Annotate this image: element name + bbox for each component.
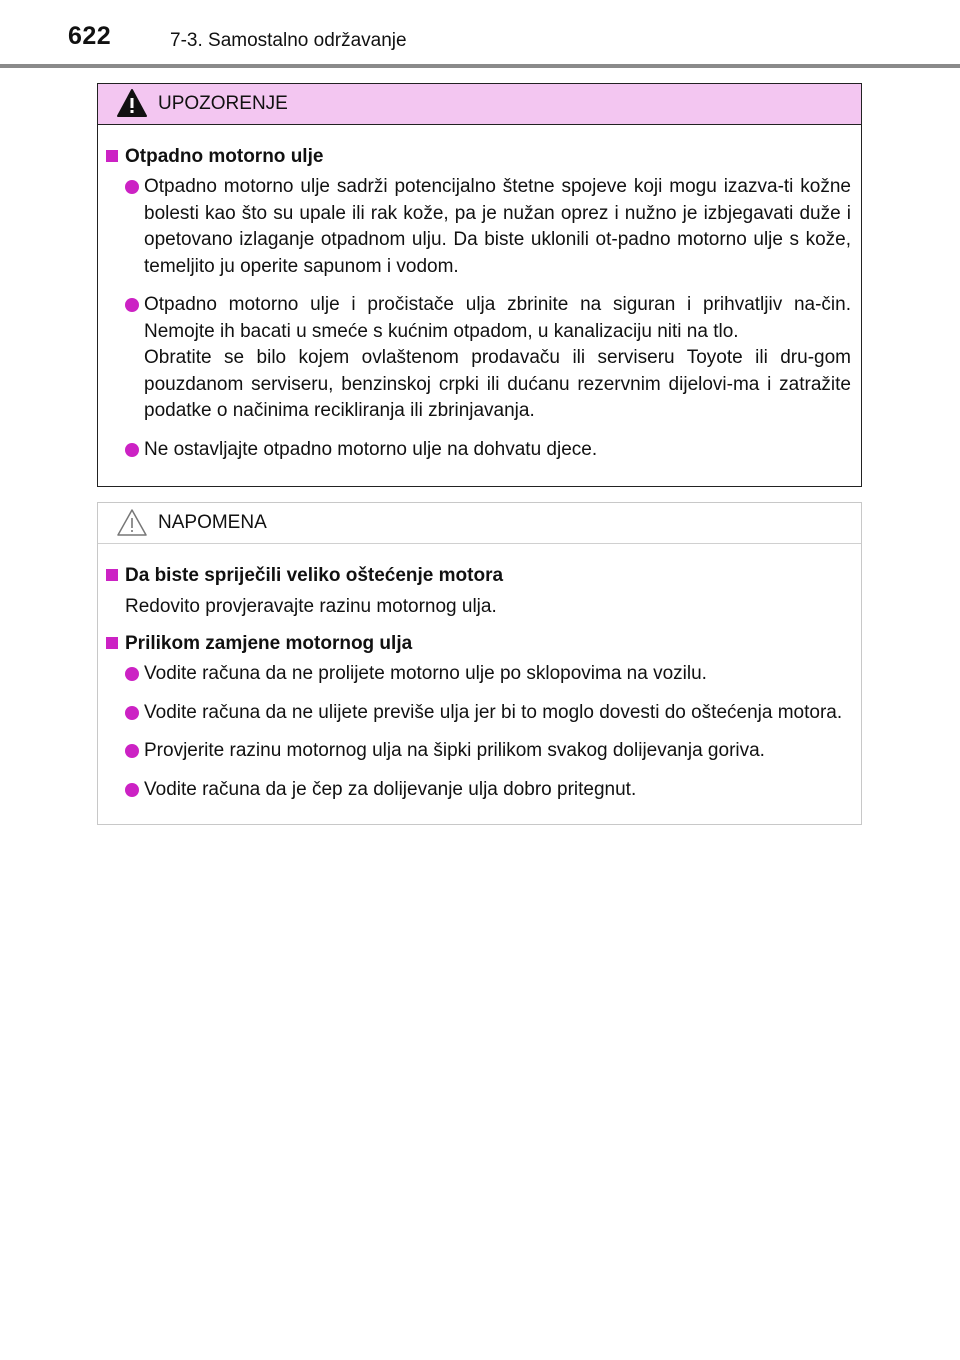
list-item xyxy=(106,174,853,280)
list-item xyxy=(106,437,853,464)
page-header xyxy=(0,0,960,68)
list-item-text: Vodite računa da je čep za dolijevanje ulja dobro pritegnut. xyxy=(144,778,637,800)
warning-box-header xyxy=(98,84,861,125)
square-bullet-icon xyxy=(106,150,118,162)
list-item-text: Provjerite razinu motornog ulja na šipki prilikom svakog dolijevanja goriva. xyxy=(144,740,765,761)
warning-heading xyxy=(106,143,853,170)
list-item-text: Otpadno motorno ulje i pročistače ulja zbrinite na siguran i prihvatljiv na-čin. Nemojte ih bacati u smeće s kućnim otpadom, u kanalizaciju niti na tlo. xyxy=(144,294,851,342)
notice-heading-1-text: Da biste spriječili veliko oštećenje motora xyxy=(125,565,504,586)
square-bullet-icon xyxy=(106,637,118,649)
warning-triangle-icon xyxy=(116,88,148,118)
circle-bullet-icon xyxy=(125,706,139,720)
list-item xyxy=(106,700,853,727)
notice-box xyxy=(97,502,862,825)
square-bullet-icon xyxy=(106,569,118,581)
warning-label: UPOZORENJE xyxy=(158,93,288,114)
list-item-text: Otpadno motorno ulje sadrži potencijalno štetne spojeve koji mogu izazva-ti kožne bolesti kao što su upale ili rak kože, pa je nužan oprez i nužno je izbjegavati duže i opetovano izlaganje otpadnom ulju. Da biste uklonili ot-padno motorno ulje s kože, temeljito ju operite sapunom i vodom. xyxy=(144,176,851,277)
warning-heading-text: Otpadno motorno ulje xyxy=(125,146,324,167)
header-rule xyxy=(0,64,960,68)
list-item-text: Vodite računa da ne ulijete previše ulja jer bi to moglo dovesti do oštećenja motora. xyxy=(144,701,843,723)
list-item xyxy=(106,777,853,804)
list-item-text-continued: Obratite se bilo kojem ovlaštenom prodavaču ili serviseru Toyote ili dru-gom pouzdanom serviseru, benzinskoj crpki ili dućanu rezervnim dijelovi-ma i zatražite podatke o načinima recikliranja ili zbrinjavanja. xyxy=(144,347,851,421)
notice-label: NAPOMENA xyxy=(158,512,267,533)
warning-box-body xyxy=(98,125,861,463)
circle-bullet-icon xyxy=(125,180,139,194)
circle-bullet-icon xyxy=(125,667,139,681)
notice-heading-1 xyxy=(106,562,853,589)
circle-bullet-icon xyxy=(125,783,139,797)
circle-bullet-icon xyxy=(125,744,139,758)
section-title: 7-3. Samostalno održavanje xyxy=(170,30,407,51)
notice-text-1: Redovito provjeravajte razinu motornog ulja. xyxy=(125,596,497,617)
notice-box-body xyxy=(98,544,861,803)
list-item-text: Vodite računa da ne prolijete motorno ulje po sklopovima na vozilu. xyxy=(144,663,707,684)
circle-bullet-icon xyxy=(125,443,139,457)
notice-heading-2 xyxy=(106,630,853,657)
list-item xyxy=(106,661,853,688)
notice-triangle-outline-icon xyxy=(116,507,148,537)
list-item xyxy=(106,292,853,425)
list-item-text: Ne ostavljajte otpadno motorno ulje na dohvatu djece. xyxy=(144,438,598,460)
notice-heading-2-text: Prilikom zamjene motornog ulja xyxy=(125,633,413,654)
circle-bullet-icon xyxy=(125,298,139,312)
warning-box xyxy=(97,83,862,487)
notice-box-header xyxy=(98,503,861,544)
list-item xyxy=(106,738,853,765)
page-number: 622 xyxy=(68,22,112,50)
